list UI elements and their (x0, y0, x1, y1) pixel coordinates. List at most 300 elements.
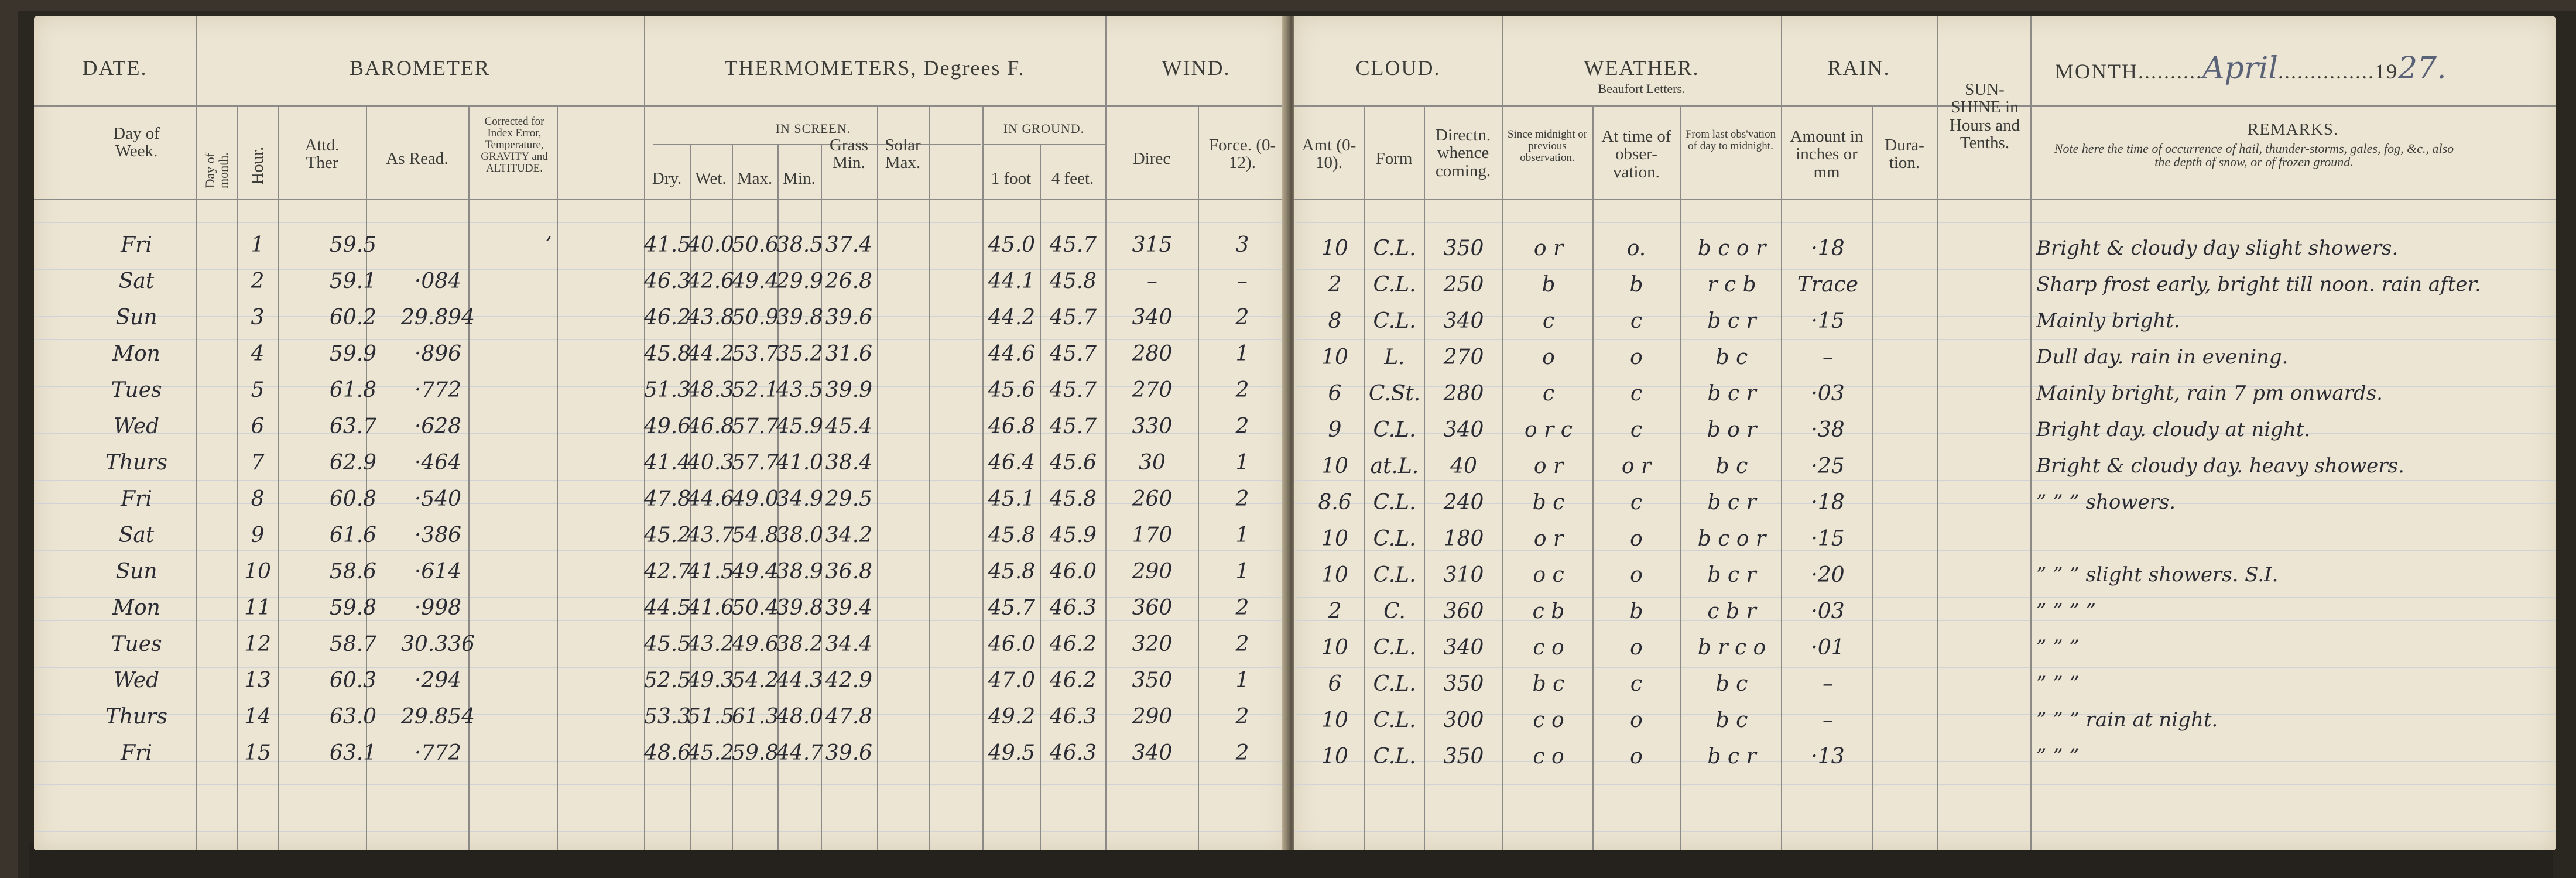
dry-cell: 41.4 (643, 451, 691, 475)
dry-cell: 53.3 (643, 705, 691, 729)
header-line (1294, 105, 2556, 107)
wet-cell: 42.6 (687, 269, 735, 293)
cloud-amount-cell: 6 (1328, 672, 1342, 696)
one-foot-cell: 44.1 (988, 269, 1036, 293)
date-cell: 14 (244, 705, 271, 729)
max-cell: 61.3 (731, 705, 779, 729)
cloud-form-cell: C.L. (1373, 672, 1416, 696)
cloud-amount-cell: 10 (1321, 563, 1348, 587)
day-cell: Wed (113, 414, 160, 438)
weather-at-time-cell: o (1630, 708, 1643, 732)
cloud-form-cell: C.L. (1373, 418, 1416, 442)
min-cell: 38.5 (776, 233, 824, 257)
cloud-amount-cell: 10 (1321, 708, 1348, 732)
wet-cell: 41.5 (687, 560, 735, 584)
min-cell: 29.9 (776, 269, 824, 293)
col-line (1198, 105, 1199, 850)
attd-ther-cell: 63.7 (329, 414, 377, 438)
wet-cell: 45.2 (687, 741, 735, 765)
wind-direction-cell: 360 (1132, 596, 1173, 620)
cloud-amount-cell: 10 (1321, 345, 1348, 369)
cloud-form-cell: C.St. (1368, 382, 1421, 406)
cloud-amount-cell: 9 (1328, 418, 1342, 442)
col-line (1040, 144, 1041, 850)
remarks-cell: Mainly bright. (2036, 309, 2180, 332)
attd-ther-cell: 60.8 (329, 487, 377, 511)
rain-amount-cell: ·13 (1811, 745, 1845, 769)
dry-cell: 45.8 (643, 342, 691, 366)
rain-header: RAIN. (1827, 56, 1890, 80)
one-foot-cell: 49.2 (988, 705, 1036, 729)
max-cell: 50.6 (731, 233, 779, 257)
as-read-cell: ·772 (414, 378, 462, 402)
day-cell: Fri (121, 487, 152, 511)
weather-to-midnight-cell: c b r (1707, 599, 1756, 623)
attd-ther-cell: 63.1 (329, 741, 377, 765)
weather-since-midnight-cell: b c (1532, 672, 1565, 696)
cloud-direction-cell: 40 (1450, 454, 1477, 478)
four-feet-cell: 46.2 (1049, 632, 1097, 656)
cloud-direction-cell: 350 (1443, 745, 1484, 769)
attd-ther-cell: 61.8 (329, 378, 377, 402)
wind-direction-cell: 350 (1132, 668, 1173, 692)
as-read-cell: ·614 (414, 560, 462, 584)
rain-amount-cell: ·03 (1811, 382, 1845, 406)
dry-cell: 52.5 (643, 668, 691, 692)
grass-min-cell: 38.4 (825, 451, 873, 475)
date-cell: 6 (251, 414, 265, 438)
weather-at-time-cell: c (1630, 382, 1643, 406)
max-cell: 57.7 (731, 451, 779, 475)
as-read-cell: ·998 (414, 596, 462, 620)
wind-force-cell: 1 (1235, 668, 1249, 692)
weather-to-midnight-cell: b c (1715, 672, 1748, 696)
wind-force-cell: 2 (1235, 705, 1249, 729)
day-cell: Mon (112, 342, 160, 366)
one-foot-cell: 45.1 (988, 487, 1036, 511)
date-cell: 7 (251, 451, 265, 475)
wind-direction-cell: 270 (1132, 378, 1173, 402)
cloud-form-cell: C.L. (1373, 273, 1416, 297)
one-foot-cell: 44.6 (988, 342, 1036, 366)
col-line (1872, 105, 1873, 850)
weather-since-midnight-cell: c (1542, 309, 1555, 333)
one-foot-cell: 44.2 (988, 306, 1036, 330)
wind-direction-cell: 290 (1132, 560, 1173, 584)
col-line (237, 105, 238, 850)
one-foot-cell: 45.6 (988, 378, 1036, 402)
min-cell: 35.2 (776, 342, 824, 366)
wind-force-cell: 2 (1235, 632, 1249, 656)
wind-force-cell: 2 (1235, 596, 1249, 620)
grass-min-cell: 39.4 (825, 596, 873, 620)
cloud-form-cell: C.L. (1373, 745, 1416, 769)
wind-force-cell: 2 (1235, 487, 1249, 511)
rain-amount-cell: ·25 (1811, 454, 1845, 478)
remarks-cell: ” ” ” (2036, 672, 2080, 695)
date-cell: 3 (251, 306, 265, 330)
as-read-cell: ·540 (414, 487, 462, 511)
day-cell: Tues (111, 632, 162, 656)
ground-underline (982, 144, 1105, 145)
min-cell: 43.5 (776, 378, 824, 402)
attd-ther-header: Attd. Ther (304, 136, 340, 173)
wind-force-cell: 1 (1235, 342, 1249, 366)
weather-since-midnight-cell: o r (1533, 454, 1564, 478)
date-cell: 15 (244, 741, 271, 765)
ruled-line (1294, 784, 2556, 785)
as-read-cell: 29.894 (401, 306, 475, 330)
dry-cell: 51.3 (643, 378, 691, 402)
ruled-line (1294, 597, 2556, 598)
cloud-header: CLOUD. (1355, 56, 1441, 80)
attd-ther-cell: 61.6 (329, 523, 377, 547)
cloud-form-cell: C.L. (1373, 708, 1416, 732)
wet-cell: 48.3 (687, 378, 735, 402)
solar-max-header: Solar Max. (885, 136, 921, 173)
wind-header: WIND. (1162, 56, 1231, 80)
dry-header: Dry. (652, 169, 682, 188)
ruled-line (34, 550, 1287, 551)
dry-cell: 48.6 (643, 741, 691, 765)
ruled-line (34, 784, 1287, 785)
dry-cell: 42.7 (643, 560, 691, 584)
max-cell: 59.8 (731, 741, 779, 765)
weather-to-midnight-cell: b c (1715, 708, 1748, 732)
day-of-month-header: Day of month. (202, 152, 231, 188)
one-foot-cell: 45.8 (988, 523, 1036, 547)
grass-min-cell: 34.2 (825, 523, 873, 547)
cloud-direction-cell: 240 (1443, 491, 1484, 515)
cloud-direction-cell: 360 (1443, 599, 1484, 623)
rain-amount-cell: – (1823, 708, 1833, 732)
cloud-amount-cell: 10 (1321, 454, 1348, 478)
month-label: MONTH (2055, 60, 2138, 83)
year-value: 27. (2397, 51, 2447, 86)
one-foot-cell: 46.4 (988, 451, 1036, 475)
col-line (877, 105, 878, 850)
cloud-form-cell: L. (1384, 345, 1405, 369)
col-line (557, 105, 558, 850)
weather-to-midnight-cell: b c r (1707, 563, 1756, 587)
as-read-cell: ·084 (414, 269, 462, 293)
weather-to-midnight-cell: b c o r (1697, 236, 1766, 260)
col-line (468, 105, 470, 850)
as-read-header: As Read. (386, 149, 448, 168)
dry-cell: 47.8 (643, 487, 691, 511)
max-cell: 49.6 (731, 632, 779, 656)
grass-min-cell: 37.4 (825, 233, 873, 257)
rain-amount-cell: ·20 (1811, 563, 1845, 587)
weather-since-midnight-cell: c (1542, 382, 1555, 406)
attd-ther-cell: 59.1 (329, 269, 377, 293)
wet-cell: 44.6 (687, 487, 735, 511)
four-feet-cell: 46.2 (1049, 668, 1097, 692)
cloud-amount-cell: 8 (1328, 309, 1342, 333)
wind-force-cell: 1 (1235, 560, 1249, 584)
four-feet-cell: 45.8 (1049, 269, 1097, 293)
col-line (1502, 16, 1503, 850)
month-line (2055, 53, 2447, 85)
grass-min-cell: 47.8 (825, 705, 873, 729)
rain-amount-cell: ·15 (1811, 527, 1845, 551)
day-of-week-header: Day of Week. (113, 124, 160, 161)
dry-cell: 44.5 (643, 596, 691, 620)
duration-header: Dura-tion. (1885, 136, 1924, 173)
rain-amount-cell: ·01 (1811, 636, 1845, 660)
corrected-header: Corrected for Index Error, Temperature, GRAVITY and ALTITUDE. (481, 115, 548, 174)
rain-amount-cell: ·03 (1811, 599, 1845, 623)
cloud-amount-cell: 2 (1328, 273, 1342, 297)
weather-since-midnight-cell: c o (1533, 745, 1564, 769)
col-line (1680, 105, 1681, 850)
wind-force-cell: – (1237, 269, 1248, 293)
wind-direction-cell: 315 (1132, 233, 1173, 257)
max-cell: 49.4 (731, 269, 779, 293)
weather-since-midnight-cell: o r c (1525, 418, 1573, 442)
col-line (278, 105, 279, 850)
remarks-note: Note here the time of occurrence of hail, thunder-storms, gales, fog, &c., also the depth of snow, or of frozen ground. (2054, 141, 2454, 170)
year-prefix: 19 (2374, 60, 2398, 83)
thermometers-header: THERMOMETERS, Degrees F. (724, 56, 1025, 80)
grass-min-cell: 42.9 (825, 668, 873, 692)
barometer-header: BAROMETER (349, 56, 490, 80)
weather-to-midnight-cell: b c r (1707, 745, 1756, 769)
attd-ther-cell: 62.9 (329, 451, 377, 475)
day-cell: Tues (111, 378, 162, 402)
four-feet-cell: 46.3 (1049, 741, 1097, 765)
cloud-direction-cell: 300 (1443, 708, 1484, 732)
col-line (2030, 16, 2032, 850)
wind-direction-cell: – (1147, 269, 1157, 293)
one-foot-header: 1 foot (991, 169, 1032, 188)
cloud-direction-cell: 280 (1443, 382, 1484, 406)
remarks-cell: Sharp frost early, bright till noon. rain after. (2036, 273, 2481, 296)
since-midnight-header: Since midnight or previous observation. (1507, 128, 1588, 164)
wet-cell: 43.2 (687, 632, 735, 656)
right-page (1294, 16, 2556, 850)
attd-ther-cell: 63.0 (329, 705, 377, 729)
day-cell: Mon (112, 596, 160, 620)
month-value: April (2202, 51, 2278, 86)
grass-min-cell: 31.6 (825, 342, 873, 366)
date-cell: 8 (251, 487, 265, 511)
one-foot-cell: 45.0 (988, 233, 1036, 257)
wet-cell: 41.6 (687, 596, 735, 620)
col-line (196, 16, 197, 850)
one-foot-cell: 45.7 (988, 596, 1036, 620)
ruled-line (1294, 831, 2556, 832)
dry-cell: 45.5 (643, 632, 691, 656)
weather-to-midnight-cell: b c (1715, 345, 1748, 369)
day-cell: Wed (113, 668, 160, 692)
grass-min-cell: 26.8 (825, 269, 873, 293)
four-feet-cell: 45.7 (1049, 414, 1097, 438)
remarks-header: REMARKS. (2247, 120, 2339, 139)
weather-to-midnight-cell: b o r (1707, 418, 1757, 442)
wind-direction-cell: 340 (1132, 306, 1173, 330)
col-line (929, 105, 930, 850)
as-read-cell: ·294 (414, 668, 462, 692)
grass-min-cell: 39.6 (825, 306, 873, 330)
rain-amount-cell: ·18 (1811, 491, 1845, 515)
in-ground-header: IN GROUND. (1003, 121, 1085, 136)
col-line (366, 105, 367, 850)
wind-direction-cell: 320 (1132, 632, 1173, 656)
ruled-line (1294, 667, 2556, 668)
cloud-direction-cell: 350 (1443, 672, 1484, 696)
cloud-amount-cell: 10 (1321, 236, 1348, 260)
dry-cell: 46.3 (643, 269, 691, 293)
wind-direction-cell: 260 (1132, 487, 1173, 511)
grass-min-header: Grass Min. (829, 136, 869, 173)
remarks-cell: Bright day. cloudy at night. (2036, 418, 2311, 441)
min-header: Min. (783, 169, 816, 188)
wet-cell: 49.3 (687, 668, 735, 692)
cloud-form-cell: C.L. (1373, 563, 1416, 587)
four-feet-header: 4 feet. (1051, 169, 1094, 188)
attd-ther-cell: 59.9 (329, 342, 377, 366)
remarks-cell: Bright & cloudy day. heavy showers. (2036, 454, 2404, 478)
weather-at-time-cell: c (1630, 309, 1643, 333)
cloud-form-cell: C. (1383, 599, 1406, 623)
remarks-cell: Bright & cloudy day slight showers. (2036, 236, 2399, 260)
attd-ther-cell: 59.8 (329, 596, 377, 620)
min-cell: 38.9 (776, 560, 824, 584)
cloud-form-cell: C.L. (1373, 636, 1416, 660)
cloud-form-cell: at.L. (1370, 454, 1419, 478)
max-cell: 49.4 (731, 560, 779, 584)
cloud-direction-cell: 270 (1443, 345, 1484, 369)
weather-since-midnight-cell: c b (1532, 599, 1565, 623)
attd-ther-cell: 60.2 (329, 306, 377, 330)
rain-amount-cell: ·38 (1811, 418, 1845, 442)
weather-since-midnight-cell: c o (1533, 708, 1564, 732)
weather-to-midnight-cell: b r c o (1697, 636, 1766, 660)
weather-since-midnight-cell: b c (1532, 491, 1565, 515)
ruled-line (1294, 480, 2556, 481)
wind-direction-cell: 280 (1132, 342, 1173, 366)
rain-amount-cell: ·15 (1811, 309, 1845, 333)
header-line (34, 105, 1287, 107)
date-cell: 9 (251, 523, 265, 547)
ruled-line (1294, 339, 2556, 340)
wind-direction-cell: 330 (1132, 414, 1173, 438)
cloud-direction-cell: 180 (1443, 527, 1484, 551)
four-feet-cell: 45.7 (1049, 233, 1097, 257)
corrected-cell: ʼ (544, 233, 551, 257)
date-cell: 4 (251, 342, 265, 366)
wet-header: Wet. (695, 169, 727, 188)
wind-force-cell: 2 (1235, 378, 1249, 402)
wet-cell: 51.5 (687, 705, 735, 729)
as-read-cell: ·464 (414, 451, 462, 475)
ruled-line (1294, 269, 2556, 270)
min-cell: 39.8 (776, 306, 824, 330)
max-cell: 50.9 (731, 306, 779, 330)
date-cell: 12 (244, 632, 271, 656)
max-cell: 49.0 (731, 487, 779, 511)
weather-at-time-cell: c (1630, 672, 1643, 696)
cloud-amount-cell: 10 (1321, 745, 1348, 769)
amount-header: Amount in inches or mm (1790, 127, 1864, 181)
date-cell: 5 (251, 378, 265, 402)
cloud-form-cell: C.L. (1373, 527, 1416, 551)
grass-min-cell: 29.5 (825, 487, 873, 511)
cloud-direction-cell: 250 (1443, 273, 1484, 297)
min-cell: 41.0 (776, 451, 824, 475)
min-cell: 38.0 (776, 523, 824, 547)
at-time-header: At time of obser-vation. (1601, 127, 1671, 181)
ruled-line (34, 339, 1287, 340)
rain-amount-cell: Trace (1797, 273, 1859, 297)
header-bottom-line (1294, 199, 2556, 200)
ruled-line (1294, 222, 2556, 223)
cloud-amount-cell: 10 (1321, 527, 1348, 551)
max-cell: 54.2 (731, 668, 779, 692)
day-cell: Sat (118, 269, 155, 293)
attd-ther-cell: 60.3 (329, 668, 377, 692)
date-header: DATE. (82, 56, 148, 80)
four-feet-cell: 45.9 (1049, 523, 1097, 547)
date-cell: 1 (251, 233, 265, 257)
weather-at-time-cell: o r (1621, 454, 1652, 478)
cloud-direction-cell: 340 (1443, 418, 1484, 442)
four-feet-cell: 46.3 (1049, 596, 1097, 620)
cloud-amount-cell: 8.6 (1318, 491, 1352, 515)
day-cell: Sun (115, 560, 157, 584)
ruled-line (34, 480, 1287, 481)
min-cell: 39.8 (776, 596, 824, 620)
col-line (1424, 105, 1425, 850)
weather-header: WEATHER. (1584, 56, 1700, 80)
min-cell: 34.9 (776, 487, 824, 511)
grass-min-cell: 45.4 (825, 414, 873, 438)
max-cell: 52.1 (731, 378, 779, 402)
wind-direction-cell: 340 (1132, 741, 1173, 765)
day-cell: Thurs (105, 451, 168, 475)
weather-to-midnight-cell: b c r (1707, 309, 1756, 333)
grass-min-cell: 34.4 (825, 632, 873, 656)
cloud-direction-cell: 340 (1443, 309, 1484, 333)
as-read-cell: ·772 (414, 741, 462, 765)
weather-since-midnight-cell: o r (1533, 527, 1564, 551)
in-screen-header: IN SCREEN. (775, 121, 851, 136)
remarks-cell: ” ” ” slight showers. S.I. (2036, 563, 2279, 587)
cloud-form-cell: C.L. (1373, 236, 1416, 260)
as-read-cell: ·896 (414, 342, 462, 366)
wet-cell: 43.8 (687, 306, 735, 330)
weather-at-time-cell: o. (1626, 236, 1646, 260)
wet-cell: 44.2 (687, 342, 735, 366)
four-feet-cell: 46.3 (1049, 705, 1097, 729)
wind-force-cell: 1 (1235, 523, 1249, 547)
wet-cell: 46.8 (687, 414, 735, 438)
min-cell: 44.7 (776, 741, 824, 765)
wind-force-cell: 3 (1235, 233, 1249, 257)
four-feet-cell: 45.6 (1049, 451, 1097, 475)
remarks-cell: ” ” ” ” (2036, 599, 2096, 623)
max-cell: 57.7 (731, 414, 779, 438)
cloud-amount-cell: 2 (1328, 599, 1342, 623)
attd-ther-cell: 58.6 (329, 560, 377, 584)
cloud-amount-cell: 6 (1328, 382, 1342, 406)
remarks-cell: ” ” ” (2036, 745, 2080, 768)
cloud-form-cell: C.L. (1373, 309, 1416, 333)
cloud-form-cell: C.L. (1373, 491, 1416, 515)
one-foot-cell: 45.8 (988, 560, 1036, 584)
weather-to-midnight-cell: b c o r (1697, 527, 1766, 551)
